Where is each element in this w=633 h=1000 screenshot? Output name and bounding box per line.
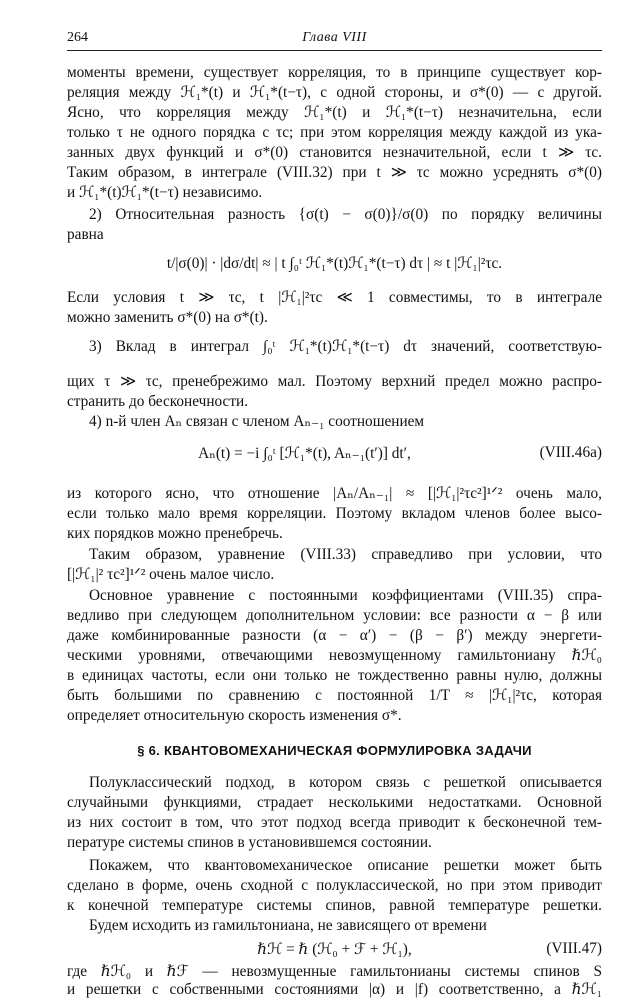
text-line: равна: [67, 226, 104, 243]
text-line: занных двух функций и σ*(0) становится незначительной, если t ≫ τc.: [67, 144, 602, 161]
text-line: можно заменить σ*(0) на σ*(t).: [67, 309, 268, 326]
text-line: 4) n-й член Aₙ связан с членом Aₙ₋₁ соотношением: [89, 413, 425, 430]
text-line: из них состоит в том, что этот подход всегда приводит к бесконечной тем-: [67, 814, 602, 831]
text-line: Будем исходить из гамильтониана, не зависящего от времени: [89, 917, 487, 934]
formula-eq-47: [67, 938, 602, 962]
text-line: Таким образом, в интеграле (VIII.32) при t ≫ τc можно усреднять σ*(0): [67, 164, 602, 181]
formula-body: t/|σ(0)| · |dσ/dt| ≈ | t ∫₀ᵗ ℋ₁*(t)ℋ₁*(t−τ) dτ | ≈ t |ℋ₁|²τc.: [166, 255, 503, 272]
text-line: пературе системы спинов в установившемся состоянии.: [67, 834, 432, 851]
formula-eq-46a: [67, 432, 602, 476]
running-header: [67, 28, 602, 51]
text-line: Покажем, что квантовомеханическое описание решетки может быть: [89, 857, 602, 874]
text-line: моменты времени, существует корреляция, то в принципе существует кор-: [67, 64, 602, 81]
text-line: [|ℋ₁|² τc²]¹ᐟ² очень малое число.: [67, 566, 275, 583]
equation-number: (VIII.46a): [539, 444, 602, 461]
formula-body: ℏℋ = ℏ (ℋ₀ + ℱ + ℋ₁),: [257, 941, 412, 958]
text-line: 3) Вклад в интеграл ∫₀ᵗ ℋ₁*(t)ℋ₁*(t−τ) dτ значений, соответствую-: [89, 338, 602, 355]
text-line: 2) Относительная разность {σ(t) − σ(0)}/σ(0) по порядку величины: [89, 206, 602, 223]
text-line: и решетки с собственными состояниями |α) и |f) соответственно, а ℏℋ₁: [67, 981, 602, 998]
text-line: Если условия t ≫ τc, t |ℋ₁|²τc ≪ 1 совместимы, то в интеграле: [67, 289, 602, 306]
text-line: из которого ясно, что отношение |Aₙ/Aₙ₋₁| ≈ [|ℋ₁|²τc²]¹ᐟ² очень мало,: [67, 485, 602, 502]
text-line: ких порядков можно пренебречь.: [67, 525, 283, 542]
text-line: даже комбинированные разности (α − α′) − (β − β′) между энергети-: [67, 627, 602, 644]
text-line: Таким образом, уравнение (VIII.33) справедливо при условии, что: [89, 546, 602, 563]
text-line: если только мало время корреляции. Поэтому вкладом членов более высо-: [67, 505, 602, 522]
text-line: только τ не одного порядка с τc; при этом корреляция между каждой из ука-: [67, 124, 602, 141]
equation-number: (VIII.47): [546, 940, 602, 957]
text-line: сделано в форме, очень сходной с полуклассической, но при этом приводит: [67, 877, 602, 894]
text-line: в единицах частоты, если они только не тождественно равны нулю, должны: [67, 667, 602, 684]
text-line: щих τ ≫ τc, пренебрежимо мал. Поэтому верхний предел можно распро-: [67, 373, 602, 390]
text-line: ческими уровнями, отвечающими невозмущенному гамильтониану ℏℋ₀: [67, 647, 602, 664]
text-line: случайными функциями, страдает несколькими недостатками. Основной: [67, 794, 602, 811]
text-line: ведливо при следующем дополнительном условии: все разности α − β или: [67, 607, 602, 624]
formula-relative-difference: [67, 250, 602, 284]
chapter-title: Глава VIII: [302, 30, 367, 45]
formula-body: Aₙ(t) = −i ∫₀ᵗ [ℋ₁*(t), Aₙ₋₁(t′)] dt′,: [198, 445, 411, 462]
page-number: 264: [67, 30, 88, 45]
text-line: Основное уравнение с постоянными коэффициентами (VIII.35) спра-: [89, 587, 602, 604]
text-line: Полуклассический подход, в котором связь с решеткой описывается: [89, 774, 602, 791]
text-line: где ℏℋ₀ и ℏℱ — невозмущенные гамильтонианы системы спинов S: [67, 963, 602, 980]
text-line: определяет относительную скорость изменения σ*.: [67, 707, 402, 724]
text-line: быть большими по сравнению с постоянной 1/T ≈ |ℋ₁|²τc, которая: [67, 687, 602, 704]
section-heading: § 6. КВАНТОВОМЕХАНИЧЕСКАЯ ФОРМУЛИРОВКА ЗАДАЧИ: [137, 743, 532, 758]
text-line: странить до бесконечности.: [67, 393, 249, 410]
text-line: к конечной температуре системы спинов, равной температуре решетки.: [67, 897, 602, 914]
text-line: реляция между ℋ₁*(t) и ℋ₁*(t−τ), с одной стороны, и σ*(0) — с другой.: [67, 84, 602, 101]
text-line: Ясно, что корреляция между ℋ₁*(t) и ℋ₁*(t−τ) незначительна, если: [67, 104, 602, 121]
text-line: и ℋ₁*(t)ℋ₁*(t−τ) независимо.: [67, 184, 263, 201]
